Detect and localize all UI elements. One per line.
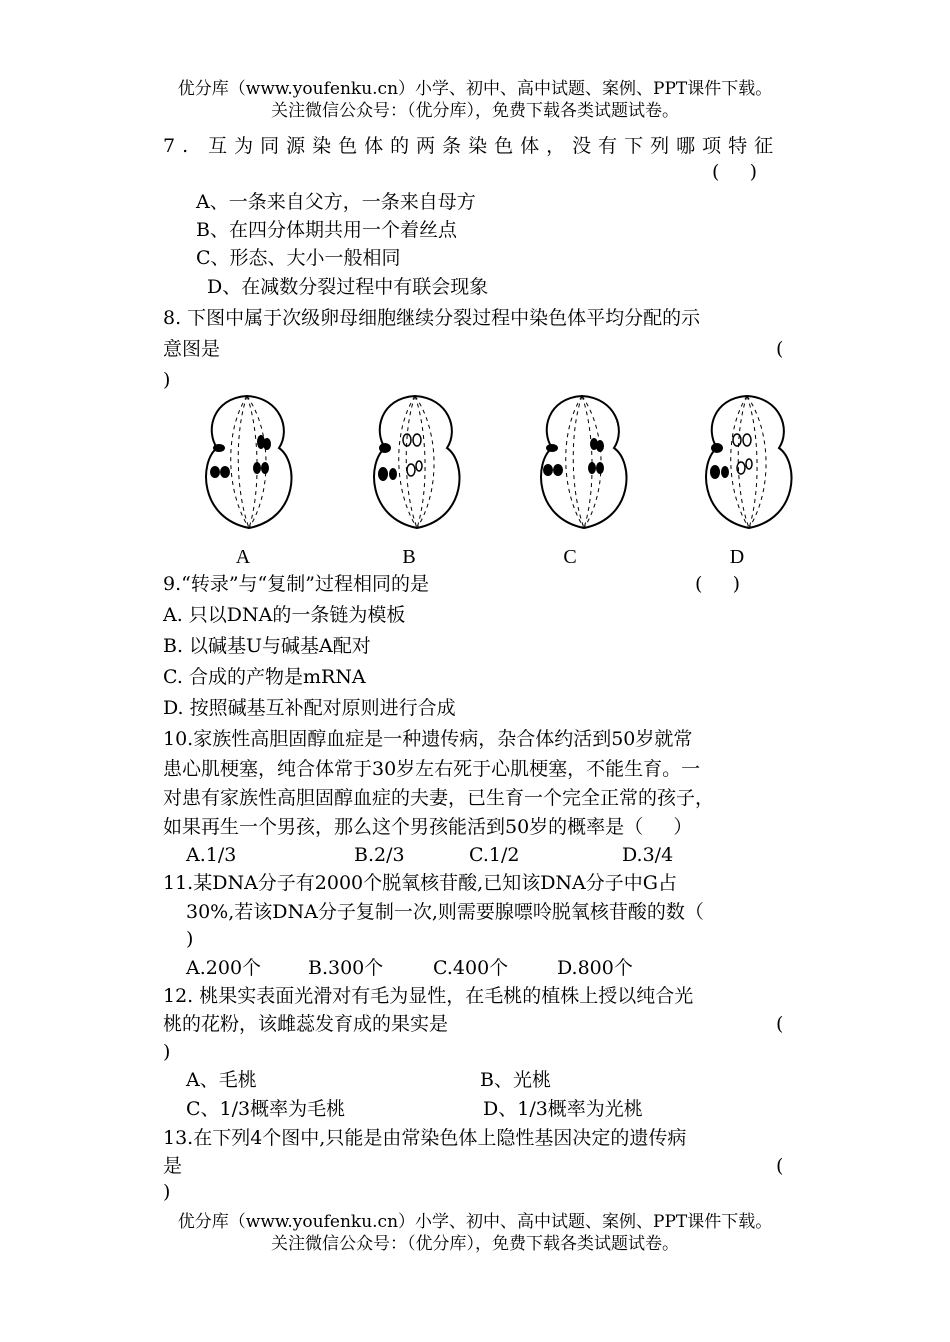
- q8-cell-diagrams: [195, 390, 815, 570]
- q9-option-a: A. 只以DNA的一条链为模板: [163, 604, 406, 626]
- q12-paren-open: (: [776, 1013, 784, 1035]
- q12-option-d: D、1/3概率为光桃: [483, 1098, 643, 1120]
- dividing-cell-b-drawing: [363, 390, 473, 540]
- q13-paren-open: (: [776, 1155, 784, 1177]
- cell-diagram-b: [363, 390, 483, 570]
- q9-paren: ( ): [695, 573, 741, 595]
- q12-option-b: B、光桃: [480, 1069, 551, 1091]
- cell-label-c: C: [563, 546, 577, 568]
- q8-stem-line-2: 意图是: [163, 338, 221, 360]
- q11-option-d: D.800个: [557, 957, 633, 979]
- q7-stem: 7. 互为同源染色体的两条染色体，没有下列哪项特征: [163, 135, 781, 157]
- q10-option-b: B.2/3: [354, 844, 405, 866]
- q8-paren-open: (: [776, 338, 784, 360]
- q12-paren-close: ): [163, 1041, 171, 1063]
- q10-option-a: A.1/3: [186, 844, 237, 866]
- footer-line-2: 关注微信公众号：（优分库），免费下载各类试题试卷。: [271, 1234, 679, 1254]
- cell-diagram-d: [695, 390, 815, 570]
- q11-option-c: C.400个: [433, 957, 509, 979]
- q12-option-a: A、毛桃: [186, 1069, 257, 1091]
- q12-line-1: 12. 桃果实表面光滑对有毛为显性，在毛桃的植株上授以纯合光: [163, 985, 694, 1007]
- q12-line-2: 桃的花粉，该雌蕊发育成的果实是: [163, 1013, 449, 1035]
- q11-line-2: 30%,若该DNA分子复制一次,则需要腺嘌呤脱氧核苷酸的数（: [186, 901, 704, 923]
- cell-label-a: A: [235, 546, 251, 568]
- dividing-cell-d-drawing: [695, 390, 805, 540]
- header-line-1: 优分库（www.youfenku.cn）小学、初中、高中试题、案例、PPT课件下载。: [177, 79, 773, 99]
- q13-line-2: 是: [163, 1155, 183, 1177]
- cell-diagram-c: [530, 390, 650, 570]
- q11-option-a: A.200个: [186, 957, 262, 979]
- q10-option-c: C.1/2: [469, 844, 520, 866]
- q10-line-4: 如果再生一个男孩，那么这个男孩能活到50岁的概率是（ ）: [163, 816, 693, 838]
- q13-line-1: 13.在下列4个图中,只能是由常染色体上隐性基因决定的遗传病: [163, 1127, 687, 1149]
- q8-stem-line-1: 8. 下图中属于次级卵母细胞继续分裂过程中染色体平均分配的示: [163, 307, 701, 329]
- dividing-cell-a-drawing: [195, 390, 305, 540]
- cell-label-d: D: [729, 546, 745, 568]
- q9-stem: 9.“转录”与“复制”过程相同的是: [163, 573, 429, 595]
- q9-option-b: B. 以碱基U与碱基A配对: [163, 635, 371, 657]
- cell-diagram-a: [195, 390, 315, 570]
- q7-option-d: D、在减数分裂过程中有联会现象: [207, 276, 489, 298]
- q9-option-c: C. 合成的产物是mRNA: [163, 666, 366, 688]
- q11-line-1: 11.某DNA分子有2000个脱氧核苷酸,已知该DNA分子中G占: [163, 872, 677, 894]
- q10-line-2: 患心肌梗塞，纯合体常于30岁左右死于心肌梗塞，不能生育。一: [163, 758, 701, 780]
- header-line-2: 关注微信公众号：（优分库），免费下载各类试题试卷。: [271, 101, 679, 121]
- q10-option-d: D.3/4: [622, 844, 674, 866]
- q12-option-c: C、1/3概率为毛桃: [186, 1098, 346, 1120]
- q11-option-b: B.300个: [308, 957, 384, 979]
- q10-line-1: 10.家族性高胆固醇血症是一种遗传病，杂合体约活到50岁就常: [163, 728, 693, 750]
- q8-paren-close: ): [163, 369, 171, 391]
- q7-option-c: C、形态、大小一般相同: [196, 247, 401, 269]
- q13-paren-close: ): [163, 1181, 171, 1203]
- q7-option-b: B、在四分体期共用一个着丝点: [196, 219, 457, 241]
- q11-line-3: ): [186, 928, 194, 950]
- cell-label-b: B: [402, 546, 416, 568]
- footer-line-1: 优分库（www.youfenku.cn）小学、初中、高中试题、案例、PPT课件下载。: [177, 1212, 773, 1232]
- q10-line-3: 对患有家族性高胆固醇血症的夫妻，已生育一个完全正常的孩子，: [163, 787, 715, 809]
- dividing-cell-c-drawing: [530, 390, 640, 540]
- q7-paren: ( ): [712, 161, 758, 183]
- q9-option-d: D. 按照碱基互补配对原则进行合成: [163, 697, 456, 719]
- q7-option-a: A、一条来自父方，一条来自母方: [196, 191, 476, 213]
